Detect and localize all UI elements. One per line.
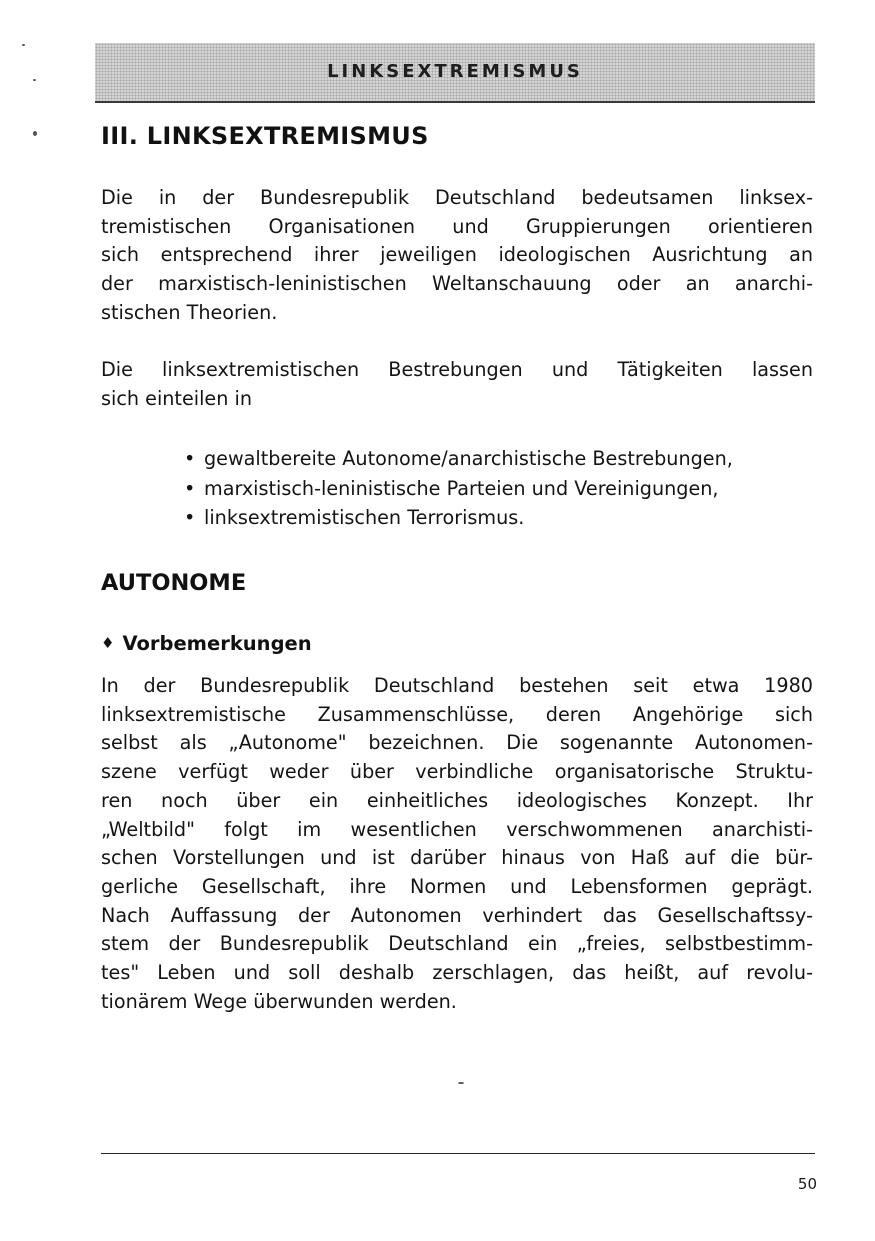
bullet-icon: • bbox=[184, 447, 196, 470]
paragraph-line: stischen Theorien. bbox=[101, 300, 278, 324]
paragraph-line: sich entsprechend ihrer jeweiligen ideologischen Ausrichtung an bbox=[101, 243, 813, 267]
category-bullet-list bbox=[182, 444, 733, 533]
running-header-title: LINKSEXTREMISMUS bbox=[327, 61, 583, 82]
list-item bbox=[182, 444, 733, 474]
paragraph-line: Nach Auffassung der Autonomen verhindert das Gesellschaftssy- bbox=[101, 903, 813, 927]
paragraph-line: der marxistisch-leninistischen Weltanschauung oder an anarchi- bbox=[101, 272, 813, 296]
paragraph-line: stem der Bundesrepublik Deutschland ein „freies, selbstbestimm- bbox=[101, 932, 813, 956]
footer-rule bbox=[101, 1153, 815, 1154]
paragraph-line: „Weltbild" folgt im wesentlichen verschwommenen anarchisti- bbox=[101, 817, 813, 841]
body-paragraph bbox=[101, 672, 813, 1016]
list-item-text: marxistisch-leninistische Parteien und Vereinigungen, bbox=[204, 476, 719, 500]
list-item-text: linksextremistischen Terrorismus. bbox=[204, 506, 525, 529]
division-paragraph bbox=[101, 356, 813, 413]
paragraph-line: In der Bundesrepublik Deutschland bestehen seit etwa 1980 bbox=[101, 674, 813, 697]
scan-speck bbox=[33, 131, 37, 136]
paragraph-line: szene verfügt weder über verbindliche organisatorische Struktu- bbox=[101, 760, 813, 784]
list-item bbox=[182, 503, 733, 533]
paragraph-line: tremistischen Organisationen und Gruppierungen orientieren bbox=[101, 214, 813, 238]
scan-speck bbox=[22, 44, 25, 46]
bullet-icon: • bbox=[184, 476, 196, 500]
diamond-icon: ♦ bbox=[101, 634, 115, 652]
chapter-title: III. LINKSEXTREMISMUS bbox=[101, 122, 429, 150]
paragraph-line: ren noch über ein einheitliches ideologisches Konzept. Ihr bbox=[101, 788, 813, 812]
subsection-title: Vorbemerkungen bbox=[122, 632, 312, 655]
paragraph-line: gerliche Gesellschaft, ihre Normen und Lebensformen geprägt. bbox=[101, 874, 813, 898]
paragraph-line: Die in der Bundesrepublik Deutschland bedeutsamen linksex- bbox=[101, 186, 813, 209]
bullet-icon: • bbox=[184, 506, 196, 529]
scan-speck bbox=[458, 1082, 464, 1084]
subsection-heading bbox=[101, 632, 312, 655]
list-item bbox=[182, 474, 733, 504]
scan-speck bbox=[33, 79, 36, 81]
list-item-text: gewaltbereite Autonome/anarchistische Bestrebungen, bbox=[204, 447, 733, 470]
paragraph-line: linksextremistische Zusammenschlüsse, deren Angehörige sich bbox=[101, 702, 813, 726]
paragraph-line: sich einteilen in bbox=[101, 386, 252, 410]
intro-paragraph bbox=[101, 184, 813, 328]
paragraph-line: selbst als „Autonome" bezeichnen. Die sogenannte Autonomen- bbox=[101, 731, 813, 755]
section-title: AUTONOME bbox=[101, 570, 247, 596]
paragraph-line: schen Vorstellungen und ist darüber hinaus von Haß auf die bür- bbox=[101, 846, 813, 870]
running-header bbox=[95, 43, 815, 103]
paragraph-line: Die linksextremistischen Bestrebungen und Tätigkeiten lassen bbox=[101, 358, 813, 381]
paragraph-line: tionärem Wege überwunden werden. bbox=[101, 989, 457, 1013]
page-number: 50 bbox=[797, 1175, 817, 1193]
paragraph-line: tes" Leben und soll deshalb zerschlagen, das heißt, auf revolu- bbox=[101, 961, 813, 985]
